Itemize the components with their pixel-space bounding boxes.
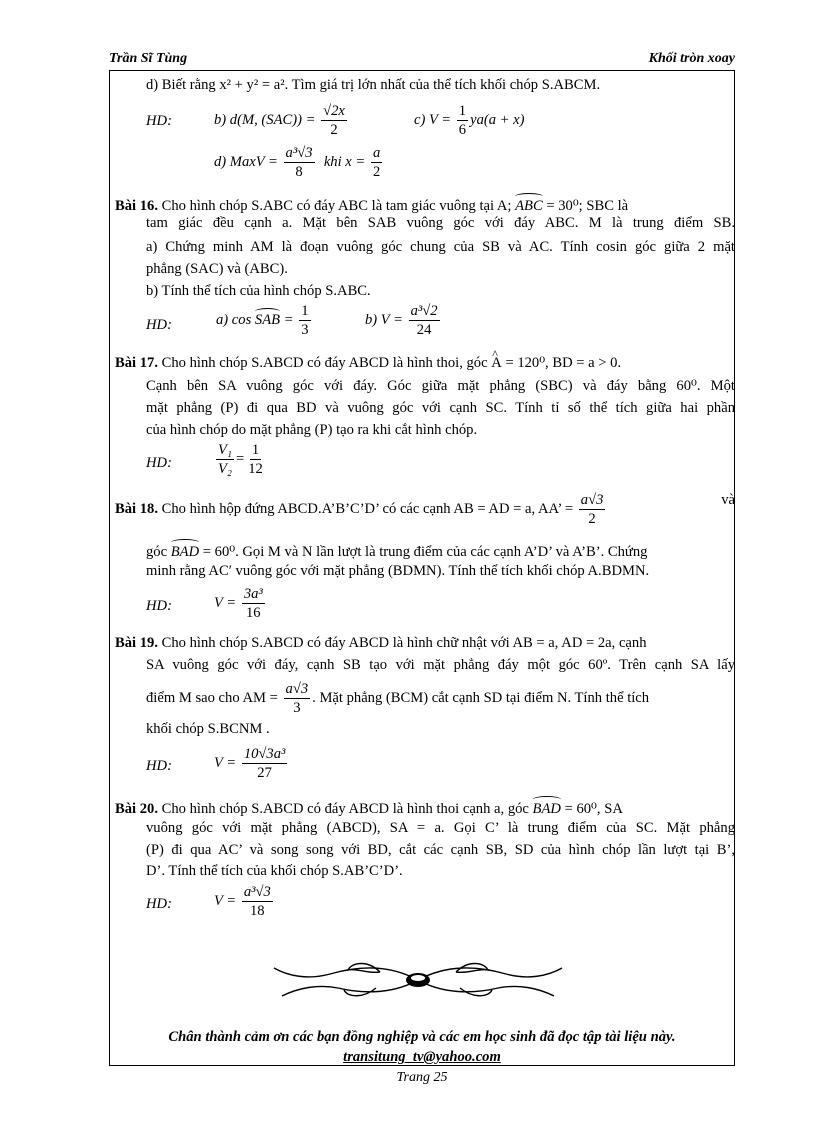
p15-d-text: d) Biết rằng x² + y² = a². Tìm giá trị lớn nhất của thể tích khối chóp S.ABCM. bbox=[146, 77, 601, 93]
decorative-ornament bbox=[268, 958, 568, 1002]
p17-den: V₂ bbox=[218, 461, 232, 477]
p19-answer bbox=[214, 746, 289, 781]
p18-line3: minh rằng AC′ vuông góc với mặt phẳng (BDMN). Tính thể tích khối chóp A.BDMN. bbox=[146, 563, 650, 579]
header-topic: Khối tròn xoay bbox=[648, 51, 735, 66]
p16-a-angle: SAB bbox=[255, 309, 280, 329]
p15-d-den2: 2 bbox=[372, 164, 381, 180]
p15-d-mid: khi x = bbox=[323, 153, 366, 170]
p20-line1a: Cho hình chóp S.ABCD có đáy ABCD là hình thoi cạnh a, góc bbox=[161, 801, 529, 817]
p15-d-num2: a bbox=[372, 145, 381, 161]
p18-answer bbox=[214, 586, 267, 621]
p17-title: Bài 17. bbox=[115, 355, 158, 371]
p17-line4: của hình chóp do mặt phẳng (P) tạo ra khi cắt hình chóp. bbox=[146, 422, 478, 438]
p20-line2: vuông góc với mặt phẳng (ABCD), SA = a. Gọi C’ là trung điểm của SC. Mặt phẳng bbox=[146, 820, 735, 836]
p15-answer-d bbox=[214, 145, 384, 180]
p19-v: V = bbox=[214, 754, 237, 771]
p20-angle: BAD bbox=[533, 797, 561, 818]
p15-c-den: 6 bbox=[458, 122, 467, 138]
p17-line3: mặt phẳng (P) đi qua BD và vuông góc với cạnh SC. Tính tỉ số thể tích giữa hai phần bbox=[146, 400, 735, 416]
p15-b-label: b) d(M, (SAC)) = bbox=[214, 111, 316, 128]
header-author: Trần Sĩ Tùng bbox=[109, 51, 188, 66]
p18-line2 bbox=[146, 540, 647, 561]
p16-a-den: 3 bbox=[301, 322, 309, 338]
p15-d-den: 8 bbox=[295, 164, 303, 180]
p16-line1b: = 30⁰; SBC là bbox=[546, 198, 629, 214]
p16-line3: a) Chứng minh AM là đoạn vuông góc chung của SB và AC. Tính cosin góc giữa 2 mặt bbox=[146, 239, 735, 255]
p17-hd: HD: bbox=[146, 455, 172, 471]
p16-b-den: 24 bbox=[416, 322, 432, 338]
p20-frac-ans bbox=[242, 884, 273, 919]
p18-hd: HD: bbox=[146, 598, 172, 614]
p17-answer bbox=[214, 442, 267, 477]
p16-angle: ABC bbox=[515, 194, 543, 215]
p16-b-num: a³√2 bbox=[410, 303, 438, 319]
p17-num2: 1 bbox=[251, 442, 260, 458]
p16-a-label: a) cos bbox=[216, 311, 252, 328]
p16-title: Bài 16. bbox=[115, 198, 158, 214]
p20-line4: D’. Tính thể tích của khối chóp S.AB’C’D’. bbox=[146, 863, 403, 879]
p15-d-label: d) MaxV = bbox=[214, 153, 278, 170]
p17-frac1 bbox=[216, 442, 234, 477]
p15-d-frac bbox=[284, 145, 315, 180]
p17-angle: ^ A bbox=[491, 354, 502, 372]
p16-hd: HD: bbox=[146, 317, 172, 333]
p15-c-tail: ya(a + x) bbox=[470, 111, 525, 128]
p20-den: 18 bbox=[250, 903, 265, 919]
p18-line2a: góc bbox=[146, 544, 168, 560]
p20-num: a³√3 bbox=[243, 884, 271, 900]
p16-b-label: b) V = bbox=[365, 311, 403, 328]
p20-line1 bbox=[115, 797, 735, 818]
p19-title: Bài 19. bbox=[115, 635, 158, 651]
p18-line1 bbox=[115, 492, 735, 527]
p15-b-frac bbox=[321, 103, 347, 138]
p19-line1 bbox=[115, 634, 735, 652]
p18-frac-ans bbox=[242, 586, 265, 621]
p20-title: Bài 20. bbox=[115, 801, 158, 817]
p17-line1b: = 120⁰, BD = a > 0. bbox=[505, 355, 622, 371]
p18-line1a: Cho hình hộp đứng ABCD.A’B’C’D’ có các cạnh AB = AD = a, AA’ = bbox=[161, 500, 574, 517]
p18-line2b: = 60⁰. Gọi M và N lần lượt là trung điểm của các cạnh A’D’ và A’B’. Chứng bbox=[202, 544, 648, 560]
p20-answer bbox=[214, 884, 275, 919]
p15-d-num: a³√3 bbox=[285, 145, 313, 161]
p16-a-num: 1 bbox=[301, 303, 309, 319]
p19-line1-text: Cho hình chóp S.ABCD có đáy ABCD là hình chữ nhật với AB = a, AD = 2a, cạnh bbox=[161, 635, 647, 651]
p19-frac-den: 3 bbox=[293, 700, 301, 716]
p15-c-frac bbox=[457, 103, 468, 138]
p15-c-num: 1 bbox=[458, 103, 467, 119]
p15-answer-b bbox=[214, 103, 349, 138]
p17-eq: = bbox=[236, 450, 245, 467]
p17-line2: Cạnh bên SA vuông góc với đáy. Góc giữa mặt phẳng (SBC) và đáy bằng 60⁰. Một bbox=[146, 378, 735, 394]
p16-line1 bbox=[115, 194, 735, 215]
p18-v: V = bbox=[214, 594, 237, 611]
p15-b-num: √2x bbox=[323, 103, 345, 119]
p17-line1a: Cho hình chóp S.ABCD có đáy ABCD là hình thoi, góc bbox=[161, 355, 488, 371]
p16-answer-a bbox=[216, 303, 313, 338]
p19-line3a: điểm M sao cho AM = bbox=[146, 689, 278, 706]
p18-angle: BAD bbox=[171, 540, 199, 561]
p17-frac2 bbox=[246, 442, 265, 477]
page-number: Trang 25 bbox=[396, 1070, 448, 1085]
p16-line2: tam giác đều cạnh a. Mặt bên SAB vuông góc với đáy ABC. M là trung điểm SB. bbox=[146, 215, 735, 231]
p16-line4: phẳng (SAC) và (ABC). bbox=[146, 261, 288, 277]
p19-line4: khối chóp S.BCNM . bbox=[146, 721, 270, 737]
p16-a-frac bbox=[299, 303, 310, 338]
p16-line1-text: Cho hình chóp S.ABC có đáy ABC là tam giác vuông tại A; bbox=[161, 198, 512, 214]
footer-email-row bbox=[109, 1049, 735, 1066]
p18-title: Bài 18. bbox=[115, 500, 158, 517]
p19-frac-num: a√3 bbox=[285, 681, 309, 697]
p19-den: 27 bbox=[257, 765, 272, 781]
p19-num: 10√3a³ bbox=[243, 746, 286, 762]
p18-frac-den: 2 bbox=[588, 511, 596, 527]
p19-line2: SA vuông góc với đáy, cạnh SB tạo với mặt phẳng đáy một góc 60º. Trên cạnh SA lấy bbox=[146, 657, 735, 673]
p17-line1 bbox=[115, 354, 735, 372]
footer-email[interactable]: transitung_tv@yahoo.com bbox=[343, 1049, 501, 1065]
p15-c-label: c) V = bbox=[414, 111, 452, 128]
p20-line3: (P) đi qua AC’ và song song với BD, cắt các cạnh SB, SD của hình chóp lần lượt tại B’, bbox=[146, 842, 735, 858]
p15-b-den: 2 bbox=[330, 122, 338, 138]
p16-a-eq: = bbox=[283, 311, 294, 328]
p19-line3 bbox=[146, 681, 649, 716]
footer-thanks: Chân thành cảm ơn các bạn đồng nghiệp và các em học sinh đã đọc tập tài liệu này. bbox=[168, 1029, 676, 1045]
page-header bbox=[109, 51, 735, 69]
p18-frac-num: a√3 bbox=[580, 492, 604, 508]
p20-hd: HD: bbox=[146, 896, 172, 912]
p15-answer-c bbox=[414, 103, 525, 138]
p19-hd: HD: bbox=[146, 758, 172, 774]
p19-frac-ans bbox=[242, 746, 288, 781]
p18-line1b: và bbox=[721, 492, 735, 508]
p18-den: 16 bbox=[246, 605, 261, 621]
p17-den2: 12 bbox=[248, 461, 263, 477]
p16-b-frac bbox=[409, 303, 440, 338]
p16-answer-b bbox=[365, 303, 442, 338]
p15-hd: HD: bbox=[146, 113, 172, 129]
p15-d-frac2 bbox=[371, 145, 382, 180]
p18-frac bbox=[579, 492, 606, 527]
p19-frac bbox=[284, 681, 311, 716]
p16-line5: b) Tính thể tích của hình chóp S.ABC. bbox=[146, 283, 371, 299]
p20-line1b: = 60⁰, SA bbox=[564, 801, 623, 817]
p20-v: V = bbox=[214, 892, 237, 909]
p17-num: V₁ bbox=[218, 442, 232, 458]
p18-num: 3a³ bbox=[243, 586, 263, 602]
p19-line3b: . Mặt phẳng (BCM) cắt cạnh SD tại điểm N. Tính thể tích bbox=[312, 689, 650, 706]
